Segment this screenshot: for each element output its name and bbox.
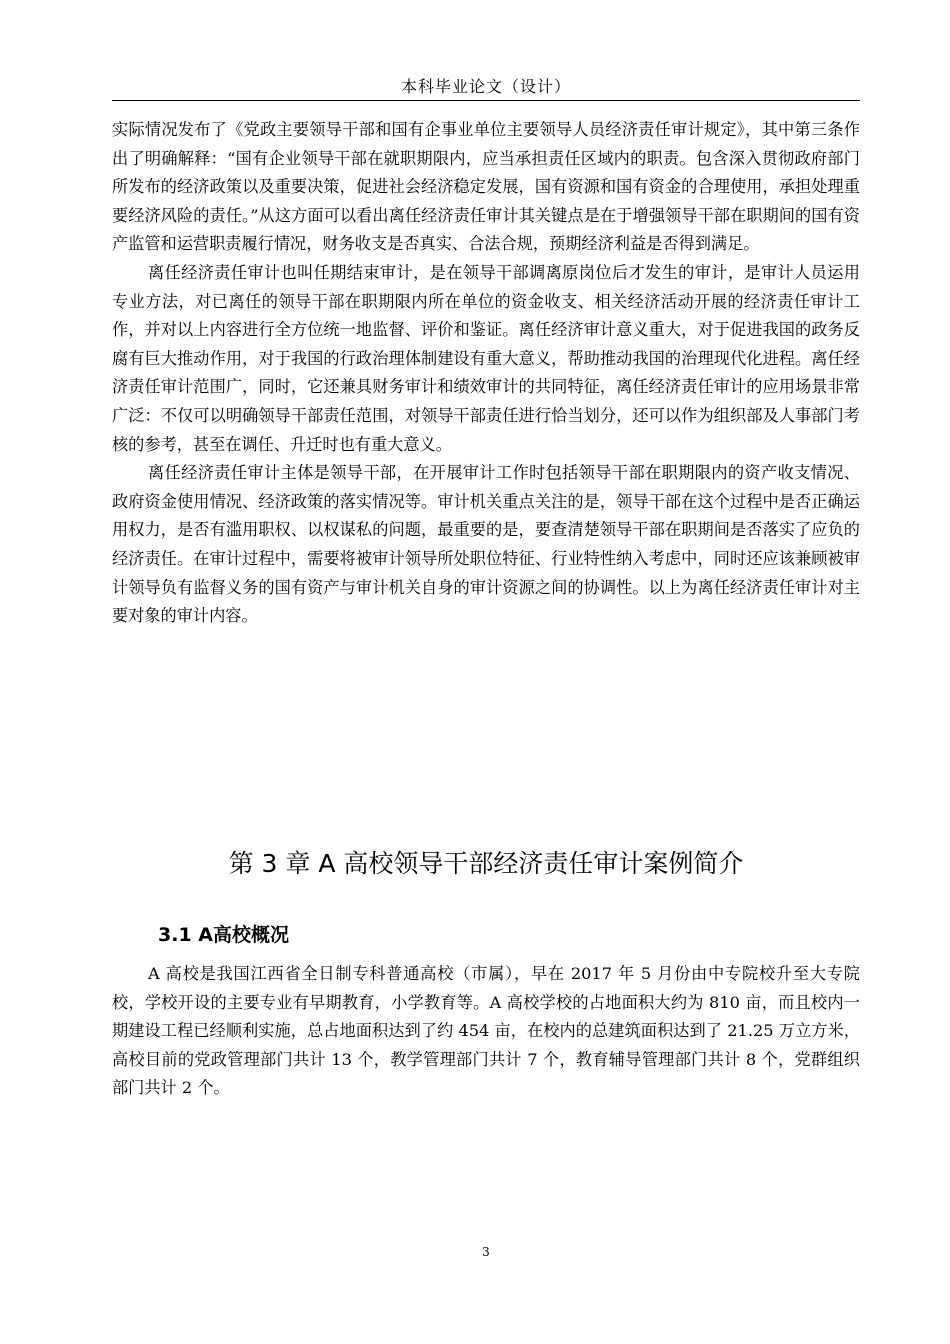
body-section	[112, 116, 860, 631]
body-paragraph-2: 离任经济责任审计也叫任期结束审计，是在领导干部调离原岗位后才发生的审计，是审计人员运用专业方法，对已离任的领导干部在职期限内所在单位的资金收支、相关经济活动开展的经济责任审计工作，并对以上内容进行全方位统一地监督、评价和鉴证。离任经济审计意义重大，对于促进我国的政务反腐有巨大推动作用，对于我国的行政治理体制建设有重大意义，帮助推动我国的治理现代化进程。离任经济责任审计范围广，同时，它还兼具财务审计和绩效审计的共同特征，离任经济责任审计的应用场景非常广泛：不仅可以明确领导干部责任范围，对领导干部责任进行恰当划分，还可以作为组织部及人事部门考核的参考，甚至在调任、升迁时也有重大意义。	[112, 262, 860, 454]
body-paragraph-1: 实际情况发布了《党政主要领导干部和国有企事业单位主要领导人员经济责任审计规定》，其中第三条作出了明确解释：“国有企业领导干部在就职期限内，应当承担责任区域内的职责。包含深入贯彻政府部门所发布的经济政策以及重要决策，促进社会经济稳定发展，国有资源和国有资金的合理使用，承担处理重要经济风险的责任。”从这方面可以看出离任经济责任审计其关键点是在于增强领导干部在职期间的国有资产监管和运营职责履行情况，财务收支是否真实、合法合规，预期经济利益是否得到满足。	[112, 120, 860, 254]
page-header: 本科毕业论文（设计）	[400, 77, 571, 96]
chapter-title: 第 3 章 A 高校领导干部经济责任审计案例简介	[228, 849, 744, 878]
header-rule	[112, 100, 860, 101]
section-title: 3.1 A高校概况	[158, 924, 289, 946]
section-body	[112, 960, 860, 1103]
body-paragraph-3: 离任经济责任审计主体是领导干部，在开展审计工作时包括领导干部在职期限内的资产收支情况、政府资金使用情况、经济政策的落实情况等。审计机关重点关注的是，领导干部在这个过程中是否正确运用权力，是否有滥用职权、以权谋私的问题，最重要的是，要查清楚领导干部在职期间是否落实了应负的经济责任。在审计过程中，需要将被审计领导所处职位特征、行业特性纳入考虑中，同时还应该兼顾被审计领导负有监督义务的国有资产与审计机关自身的审计资源之间的协调性。以上为离任经济责任审计对主要对象的审计内容。	[112, 463, 860, 626]
section-paragraph-1: A 高校是我国江西省全日制专科普通高校（市属），早在 2017 年 5 月份由中专院校升至大专院校，学校开设的主要专业有早期教育，小学教育等。A 高校学校的占地面积大约为 810 亩，而且校内一期建设工程已经顺利实施，总占地面积达到了约 454 亩，在校内的总建筑面积达到了 21.25 万立方米，高校目前的党政管理部门共计 13 个，教学管理部门共计 7 个，教育辅导管理部门共计 8 个，党群组织部门共计 2 个。	[112, 964, 860, 1098]
page-number: 3	[482, 1245, 490, 1259]
